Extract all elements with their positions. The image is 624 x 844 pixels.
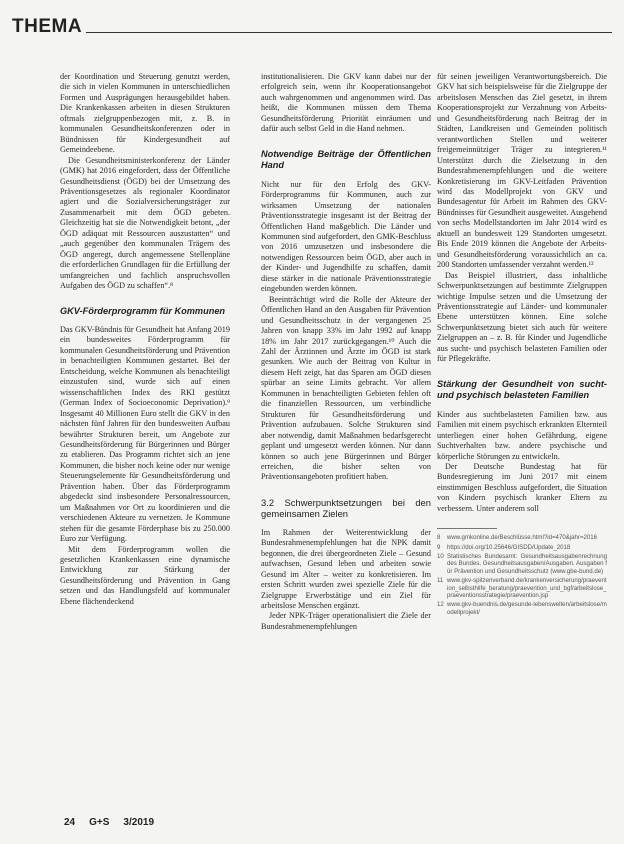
paragraph: Kinder aus suchtbelasteten Familien bzw. aus Familien mit einem psychisch erkrankten Elternteil unterliegen einer hohen Gefährdung, eigene Suchtverhalten bzw. andere psychische und körperliche Störungen zu entwickeln. (437, 409, 607, 461)
footnote-text: https://doi.org/10.25646/GISDD/Update_2018 (447, 543, 571, 551)
paragraph: Beeinträchtigt wird die Rolle der Akteure der Öffentlichen Hand an den Ausgaben für Prävention und Gesundheitsschutz in der vergangenen 25 Jahren von knapp 33% im Jahr 1992 auf knapp 18% im Jahr 2017 zurückgegangen.¹⁰ Auch die Zahl der Ärztinnen und Ärzte im ÖGD ist stark gesunken. Wie auch der Beitrag von Kultur in diesem Heft zeigt, hat das Sparen am ÖGD diesen spürbar an seine Limits gebracht. Vor allem Kommunen in benachteiligten Gebieten fehlen oft die finanziellen Ressourcen, um verbindliche Strukturen für Gesundheitsförderung und Prävention aufzubauen. Solche Strukturen sind aber notwendig, damit Maßnahmen bedarfsgerecht geplant und umgesetzt werden können. Nur dann können so auch jene Bürgerinnen und Bürger erreichen, die bisher selten von Präventionsangeboten profitiert haben. (261, 294, 431, 482)
footnote (437, 544, 607, 551)
paragraph: Nicht nur für den Erfolg des GKV-Förderprogramms für Kommunen, auch zur wirksamen Umsetzung der nationalen Präventionsstrategie insgesamt ist der Beitrag der Öffentlichen Hand maßgeblich. Die Länder und Kommunen sind aufgefordert, den GMK-Beschluss von 2016 umzusetzen und insbesondere die notwendigen Ressourcen beim ÖGD, aber auch in der Kinder- und Jugendhilfe zu schaffen, damit diese stärker in die nationale Präventionsstrategie eingebunden werden können. (261, 179, 431, 294)
paragraph: der Koordination und Steuerung genutzt werden, die sich in vielen Kommunen in unterschiedlichen Formen und Ausprägungen herausgebildet haben. Die Krankenkassen arbeiten in diesen Strukturen oftmals zielgruppenbezogen mit, z. B. in kommunalen Gesundheitskonferenzen oder in Bündnissen für Kindergesundheit auf Gemeindeebene. (60, 72, 230, 155)
footnote-number: 9 (437, 543, 441, 551)
column-1 (60, 72, 230, 607)
paragraph: Mit dem Förderprogramm wollen die gesetzlichen Krankenkassen eine dynamische Entwicklung zur Stärkung der Gesundheitsförderung und Prävention in Gang setzen und das Handlungsfeld auf kommunaler Ebene flächendeckend (60, 544, 230, 606)
paragraph: für seinen jeweiligen Verantwortungsbereich. Die GKV hat sich beispielsweise für die Zielgruppe der arbeitslosen Menschen das Ziel gesetzt, in ihrem Kooperationsprojekt zur Verzahnung von Arbeits- und Gesundheitsförderung nach Beitrag der in Städten, Landkreisen und Gemeinden politisch verantwortlichen Stellen und weiterer freigemeinnütziger Träger zu integrieren.¹¹ Unterstützt durch die Zielsetzung in den Bundesrahmenempfehlungen und die weitere Konkretisierung im GKV-Leitfaden Prävention wird das Modellprojekt von GKV und Bundesagentur für Arbeit im Rahmen des GKV-Bündnisses für Gesundheit ausgeweitet. Ausgehend von sechs Modellstandorten im Jahr 2014 wird es aktuell an bundesweit 129 Standorten umgesetzt. Bis Ende 2019 können die Angebote der Arbeits- und Gesundheitsförderung voraussichtlich an ca. 200 Standorten umfassender verzahnt werden.¹² (437, 72, 607, 270)
footnote-number: 8 (437, 534, 441, 542)
footnote-number: 10 (437, 553, 444, 561)
footnote-number: 12 (437, 601, 444, 609)
page-header (12, 12, 612, 38)
page-footer (64, 817, 154, 828)
paragraph: Der Deutsche Bundestag hat für Bundesregierung im Juni 2017 mit einem einstimmigen Beschluss aufgefordert, die Situation von Kindern psychisch kranker Eltern zu verbessern. Unter anderem soll (437, 461, 607, 513)
footnote (437, 553, 607, 575)
page-number: 24 (64, 817, 76, 828)
footnote (437, 577, 607, 599)
column-2 (261, 72, 431, 632)
footnote (437, 534, 607, 541)
header-rule (86, 32, 612, 33)
subheading: GKV-Förderprogramm für Kommunen (60, 305, 226, 316)
footnote-number: 11 (437, 577, 444, 585)
paragraph: Das GKV-Bündnis für Gesundheit hat Anfang 2019 ein bundesweites Förderprogramm für kommunalen Gesundheitsförderung und Prävention in benachteiligten Kommunen gestartet. Bei der Entscheidung, welche Kommunen als benachteiligt einzustufen sind, wurde sich auf einen wissenschaftlichen Index des RKI gestützt (German Index of Socioeconomic Deprivation).⁹ Insgesamt 40 Millionen Euro stellt die GKV in den nächsten fünf Jahren für den bundesweiten Aufbau bewährter Strukturen bereit, um Angebote zur Gesundheitsförderung für Bürgerinnen und Bürger zu etablieren. Das Programm richtet sich an jene Kommunen, die bisher noch keine oder nur wenige Steuerungselemente für Gesundheitsförderung und Prävention haben. Über das Förderprogramm abgedeckt sind insbesondere Personalressourcen, um Maßnahmen vor Ort zu koordinieren und die verschiedenen Akteure zu vernetzen. Je Kommune stehen für die gesamte Förderphase bis zu 250.000 Euro zur Verfügung. (60, 325, 230, 544)
section-title: THEMA (12, 16, 83, 37)
section-heading: 3.2 Schwerpunktsetzungen bei den gemeinsamen Zielen (261, 496, 431, 520)
paragraph: Jeder NPK-Träger operationalisiert die Ziele der Bundesrahmenempfehlungen (261, 611, 431, 631)
column-3 (437, 72, 607, 618)
footnote-text: www.gkv-buendnis.de/gesunde-lebenswelten/arbeitslose/modellprojekt/ (447, 601, 607, 616)
magazine-logo: G+S (89, 817, 110, 828)
paragraph: Die Gesundheitsministerkonferenz der Länder (GMK) hat 2016 eingefordert, dass der Öffentliche Gesundheitsdienst (ÖGD) bei der Umsetzung des Präventionsgesetzes als regionaler Koordinator agiert und die Sozialversicherungsträger zur Zusammenarbeit mit dem ÖGD gebeten. Gleichzeitig hat sie die Notwendigkeit betont, „der ÖGD adäquat mit Ressourcen auszustatten“ und „auch gegenüber den kommunalen Trägern des ÖGD angeregt, durch angemessene Stellenpläne die erforderlichen Grundlagen für die Erfüllung der umfangreichen und fachlich anspruchsvollen Aufgaben des ÖGD zu schaffen“.⁸ (60, 155, 230, 291)
footnote-text: Statistisches Bundesamt: Gesundheitsausgabenrechnung des Bundes, Gesundheitsausgaben/Ausgaben. Ausgaben für Prävention und Gesundheitsschutz (www.gbe-bund.de) (447, 553, 607, 575)
paragraph: Das Beispiel illustriert, dass inhaltliche Schwerpunktsetzungen auf bestimmte Zielgruppen wichtige Impulse setzen und die Umsetzung der Präventionsstrategie auf Länder- und kommunaler Ebene unterstützen können. Eine solche Schwerpunktsetzung bietet sich auch für weitere Zielgruppen an – z. B. für Kinder und Jugendliche aus sucht- und psychisch belasteten Familien oder für Pflegekräfte. (437, 270, 607, 364)
subheading: Stärkung der Gesundheit von sucht- und psychisch belasteten Familien (437, 378, 607, 401)
subheading: Notwendige Beiträge der Öffentlichen Hand (261, 148, 431, 171)
issue-number: 3/2019 (123, 817, 155, 828)
footnote-text: www.gkv-spitzenverband.de/krankenversicherung/praevention_selbsthilfe_beratung/praevention_und_bgf/arbeitslose_praeventionsstrategie/praevention.jsp (447, 577, 607, 600)
footnote-text: www.gmkonline.de/Beschlüsse.html?id=470&jahr=2016 (447, 534, 598, 542)
paragraph: Im Rahmen der Weiterentwicklung der Bundesrahmenempfehlungen hat die NPK damit begonnen, die drei übergeordneten Ziele – Gesund aufwachsen, Gesund leben und arbeiten sowie Gesund im Alter – weiter zu konkretisieren. Im ersten Schritt wurden zwei spezielle Ziele für die Zielgruppe Erwerbstätige und ein Ziel für arbeitslose Menschen ergänzt. (261, 527, 431, 611)
footnote (437, 601, 607, 616)
footnote-rule (437, 528, 497, 529)
paragraph: institutionalisieren. Die GKV kann dabei nur der erfolgreich sein, wenn ihr Kooperationsangebot auch wahrgenommen und angenommen wird. Das heißt, die Kommunen müssen dem Thema Gesundheitsförderung Priorität einräumen und dafür auch selbst Geld in die Hand nehmen. (261, 72, 431, 134)
